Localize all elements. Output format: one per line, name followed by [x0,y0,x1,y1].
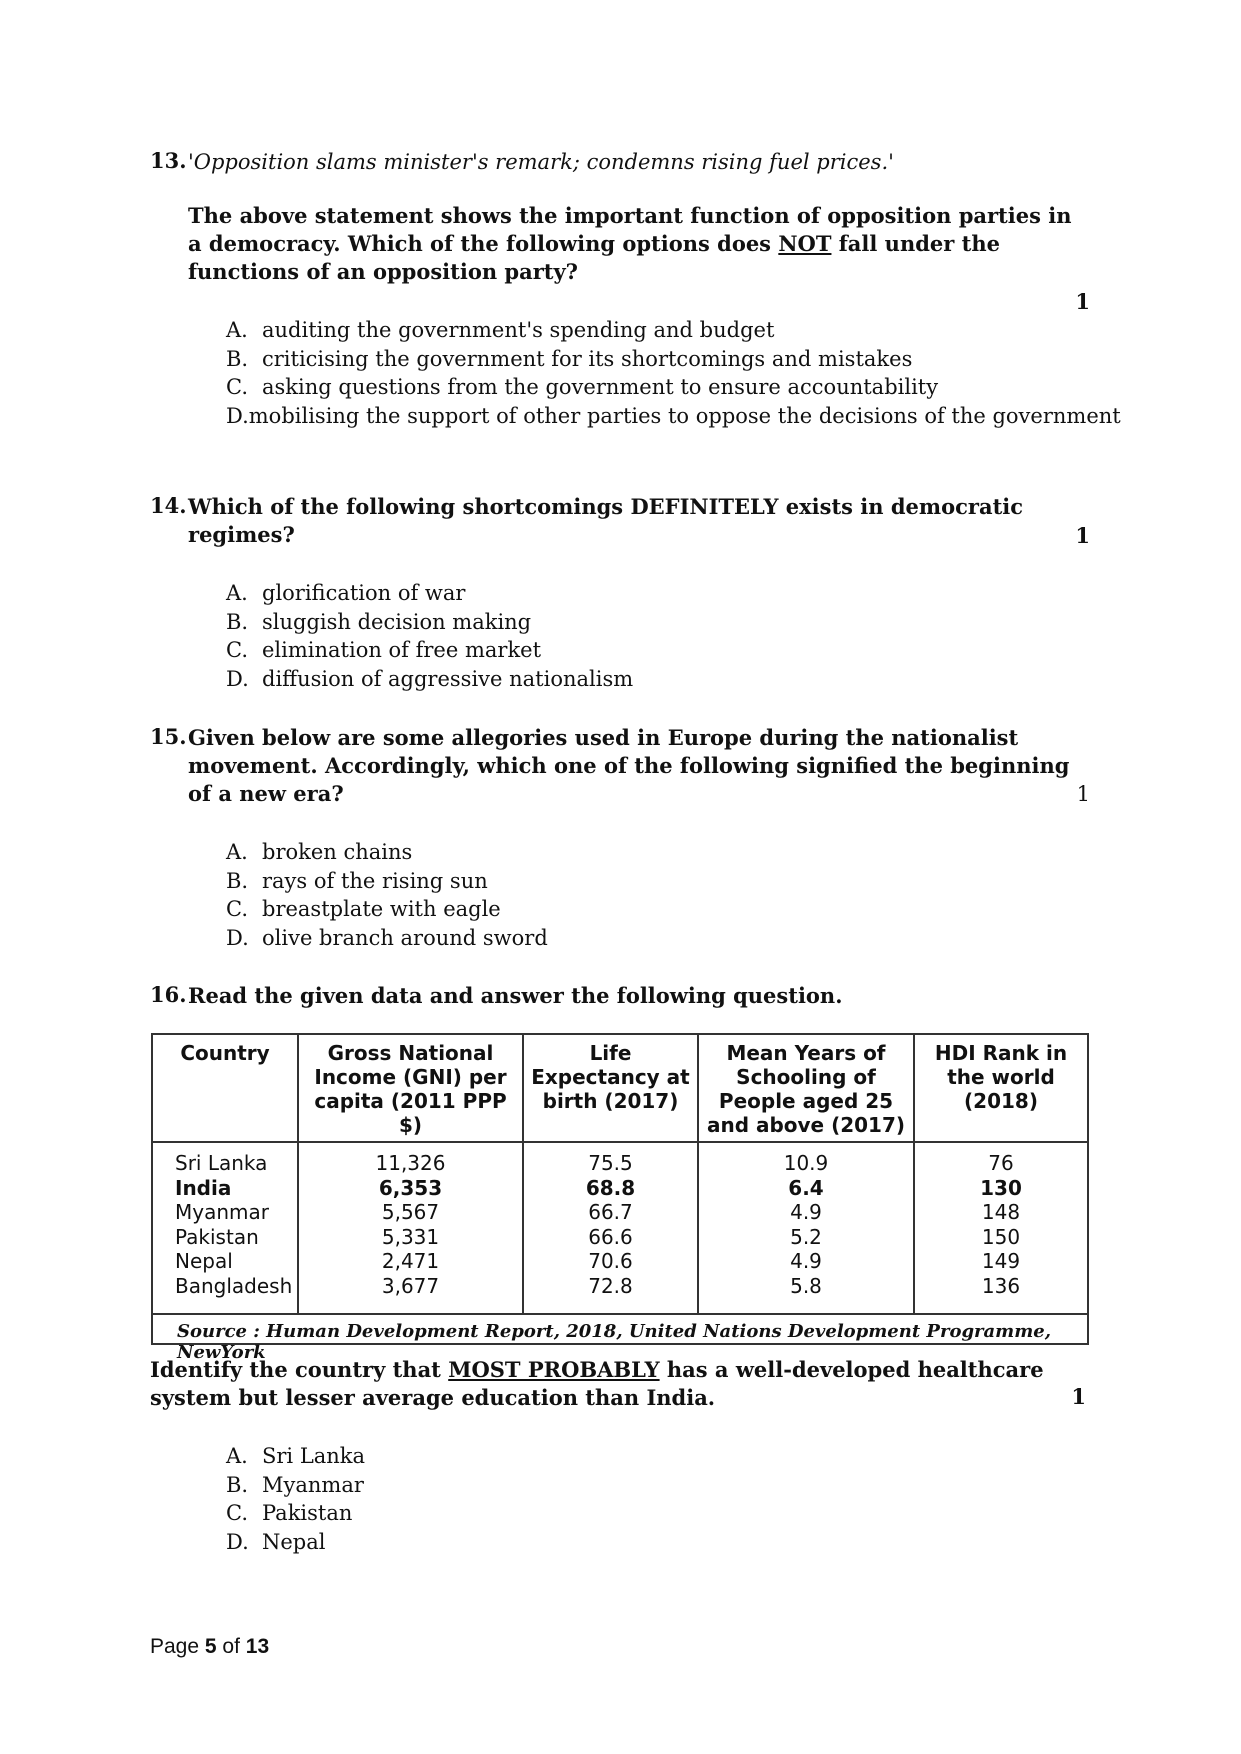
question-13 [150,148,1121,430]
hdi-rank-column: 76 130 148 150 149 136 [980,1151,1022,1298]
question-16-prompt [150,1356,1090,1556]
question-text: Read the given data and answer the following question. [188,983,843,1008]
options-list [226,1442,1090,1556]
question-14 [150,493,1090,693]
question-text: Given below are some allegories used in Europe during the nationalist movement. Accordingly, which one of the following signified the beginning of a new era? [188,725,1070,806]
country-column: Sri Lanka India Myanmar Pakistan Nepal Bangladesh [153,1142,298,1313]
header-life-expectancy: Life Expectancy at birth (2017) [523,1035,698,1142]
option-a[interactable]: A. auditing the government's spending and budget [226,318,775,342]
marks-label: 1 [1075,289,1090,314]
options-list [226,579,1090,693]
header-hdi-rank: HDI Rank in the world (2018) [914,1035,1087,1142]
option-b[interactable]: B. criticising the government for its shortcomings and mistakes [226,346,913,371]
option-a[interactable]: A. broken chains [226,840,413,864]
question-quote: 'Opposition slams minister's remark; condemns rising fuel prices.' [188,150,894,174]
option-d[interactable]: D. diffusion of aggressive nationalism [226,666,634,691]
option-c[interactable]: C. elimination of free market [226,638,542,662]
question-number: 13. [150,148,187,173]
gni-column: 11,326 6,353 5,567 5,331 2,471 3,677 [298,1142,523,1313]
header-gni: Gross National Income (GNI) per capita (2011 PPP $) [298,1035,523,1142]
option-d[interactable]: D. olive branch around sword [226,925,548,950]
data-table [151,1033,1089,1363]
option-d[interactable]: D. Nepal [226,1529,326,1554]
question-text: The above statement shows the important function of opposition parties in a democracy. Which of the following options does NOT fall under the functions of an opposition party? [188,203,1072,284]
option-b[interactable]: B. Myanmar [226,1472,364,1497]
schooling-column: 10.9 6.4 4.9 5.2 4.9 5.8 [698,1142,914,1313]
option-b[interactable]: B. sluggish decision making [226,609,532,634]
option-b[interactable]: B. rays of the rising sun [226,868,488,893]
question-number: 15. [150,724,187,749]
option-a[interactable]: A. glorification of war [226,581,466,605]
question-text: Which of the following shortcomings DEFINITELY exists in democratic regimes? [188,494,1024,547]
table-data-row [153,1142,1087,1313]
table-header-row [153,1035,1087,1142]
options-list [226,316,1121,430]
option-c[interactable]: C. breastplate with eagle [226,897,501,921]
table-source: Source : Human Development Report, 2018, United Nations Development Programme, NewYork [153,1313,1087,1353]
question-text: Identify the country that MOST PROBABLY has a well-developed healthcare system but lesser average education than India. [150,1357,1044,1410]
option-a[interactable]: A. Sri Lanka [226,1444,366,1468]
question-15 [150,724,1090,952]
life-expectancy-column: 75.5 68.8 66.7 66.6 70.6 72.8 [523,1142,698,1313]
option-c[interactable]: C. Pakistan [226,1501,353,1525]
header-schooling: Mean Years of Schooling of People aged 25 and above (2017) [698,1035,914,1142]
question-number: 14. [150,493,187,518]
marks-label: 1 [1076,782,1090,806]
options-list [226,838,1090,952]
option-c[interactable]: C. asking questions from the government to ensure accountability [226,375,939,399]
header-country: Country [153,1035,298,1142]
option-d[interactable]: D. mobilising the support of other parties to oppose the decisions of the government [226,403,1121,428]
marks-label: 1 [1071,1384,1086,1409]
question-16 [150,982,1090,1010]
page-footer: Page 5 of 13 [150,1635,270,1658]
marks-label: 1 [1075,523,1090,548]
question-number: 16. [150,982,187,1007]
